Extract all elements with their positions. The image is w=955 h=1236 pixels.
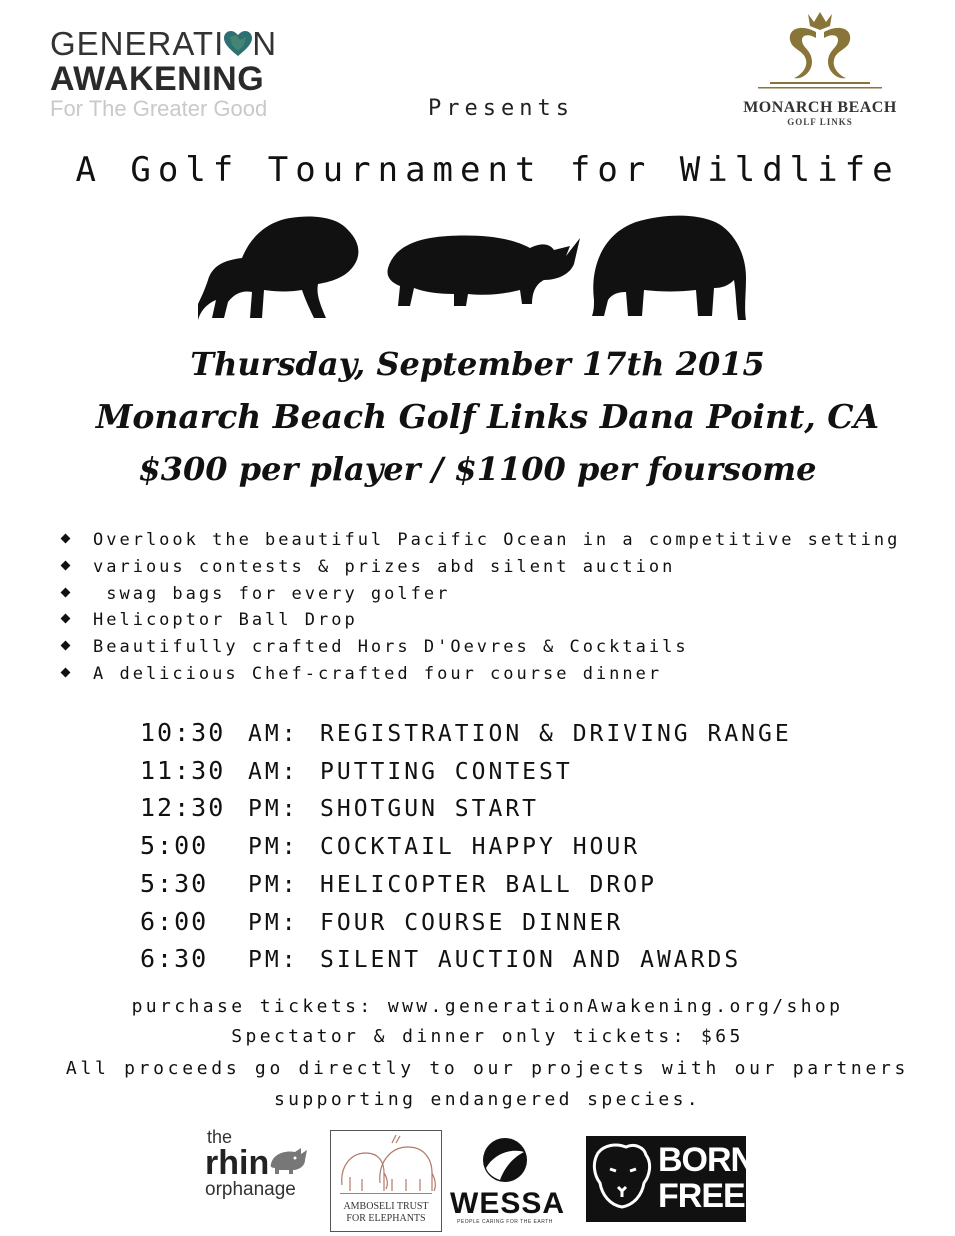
schedule [140,715,792,979]
schedule-ampm: PM: [248,796,299,823]
bullet-icon [61,534,71,544]
amboseli-trust-logo [330,1130,442,1232]
partner-subtitle: GOLF LINKS [787,117,853,127]
schedule-row [140,790,792,828]
wessa-name: WESSA [450,1187,566,1220]
schedule-time: 6:30 [140,944,209,974]
bullet-icon [61,614,71,624]
schedule-event: HELICOPTER BALL DROP [320,871,657,898]
highlights-list [62,527,900,688]
rhino-logo-rhin: rhin [205,1144,270,1182]
bullet-icon [61,560,71,570]
wessa-logo [450,1136,566,1225]
org-tagline: For The Greater Good [50,96,268,121]
wessa-emblem-icon [480,1136,530,1184]
schedule-ampm: PM: [248,947,299,974]
list-item: Beautifully crafted Hors D'Oevres & Cocktails [62,634,900,661]
seahorse-crest-icon [750,6,890,92]
born-free-line2: FREE [658,1177,745,1215]
rhino-icon [388,236,581,307]
rhino-logo-orphanage: orphanage [205,1179,296,1200]
schedule-event: SILENT AUCTION AND AWARDS [320,947,742,974]
list-item: Overlook the beautiful Pacific Ocean in a competitive setting [62,527,900,554]
presents-label: Presents [428,96,574,121]
schedule-time: 6:00 [140,906,209,936]
wessa-tagline: PEOPLE CARING FOR THE EARTH [457,1219,553,1225]
schedule-row [140,715,792,753]
proceeds-text: All proceeds go directly to our projects with our partners [65,1058,910,1079]
schedule-ampm: AM: [248,721,299,747]
schedule-event: SHOTGUN START [320,796,540,823]
schedule-time: 11:30 [140,755,226,785]
schedule-time: 12:30 [140,793,226,823]
spectator-tickets-text: Spectator & dinner only tickets: $65 [231,1026,744,1047]
bullet-icon [61,668,71,678]
schedule-ampm: PM: [248,834,299,861]
schedule-row [140,753,792,791]
born-free-line1: BORN [658,1141,755,1179]
event-venue: Monarch Beach Golf Links Dana Point, CA [95,397,880,436]
org-name-line1: GENERATI [50,25,225,62]
schedule-row [140,828,792,866]
rhino-logo-the: the [207,1127,233,1147]
elephant-icon [592,216,746,320]
elephant-family-icon [332,1133,440,1199]
purchase-tickets-text: purchase tickets: www.generationAwakening.org/shop [131,996,844,1017]
schedule-time: 5:00 [140,831,209,861]
list-item: A delicious Chef-crafted four course dinner [62,661,900,688]
partner-name: MONARCH BEACH [743,99,897,116]
bullet-icon [61,587,71,597]
schedule-row [140,941,792,979]
event-price: $300 per player / $1100 per foursome [138,450,817,488]
amboseli-line2: FOR ELEPHANTS [346,1213,426,1224]
list-item: Helicoptor Ball Drop [62,607,900,634]
lion-icon [198,217,358,321]
event-date: Thursday, September 17th 2015 [190,345,765,383]
schedule-ampm: PM: [248,909,299,936]
org-name-line2: AWAKENING [50,60,265,98]
rhino-orphanage-logo [205,1128,330,1200]
schedule-time: 10:30 [140,718,226,747]
heart-icon [224,31,252,57]
schedule-time: 5:30 [140,868,209,898]
bullet-icon [61,641,71,651]
rhino-icon [269,1146,311,1176]
born-free-logo [586,1136,755,1222]
list-item: swag bags for every golfer [62,581,900,608]
monarch-beach-logo [730,6,910,127]
schedule-ampm: PM: [248,871,299,898]
schedule-event: COCKTAIL HAPPY HOUR [320,834,641,861]
list-item: various contests & prizes abd silent auction [62,554,900,581]
generation-awakening-logo [50,26,310,122]
schedule-event: FOUR COURSE DINNER [320,909,624,936]
schedule-event: PUTTING CONTEST [320,758,573,785]
org-name-line1-end: N [252,25,278,62]
supporting-text: supporting endangered species. [273,1089,702,1110]
amboseli-line1: AMBOSELI TRUST [343,1201,429,1212]
schedule-event: REGISTRATION & DRIVING RANGE [320,721,792,747]
event-title: A Golf Tournament for Wildlife [75,150,900,190]
animal-silhouettes [198,208,758,326]
lioness-icon [590,1139,656,1219]
schedule-ampm: AM: [248,758,299,785]
schedule-row [140,904,792,942]
schedule-row [140,866,792,904]
